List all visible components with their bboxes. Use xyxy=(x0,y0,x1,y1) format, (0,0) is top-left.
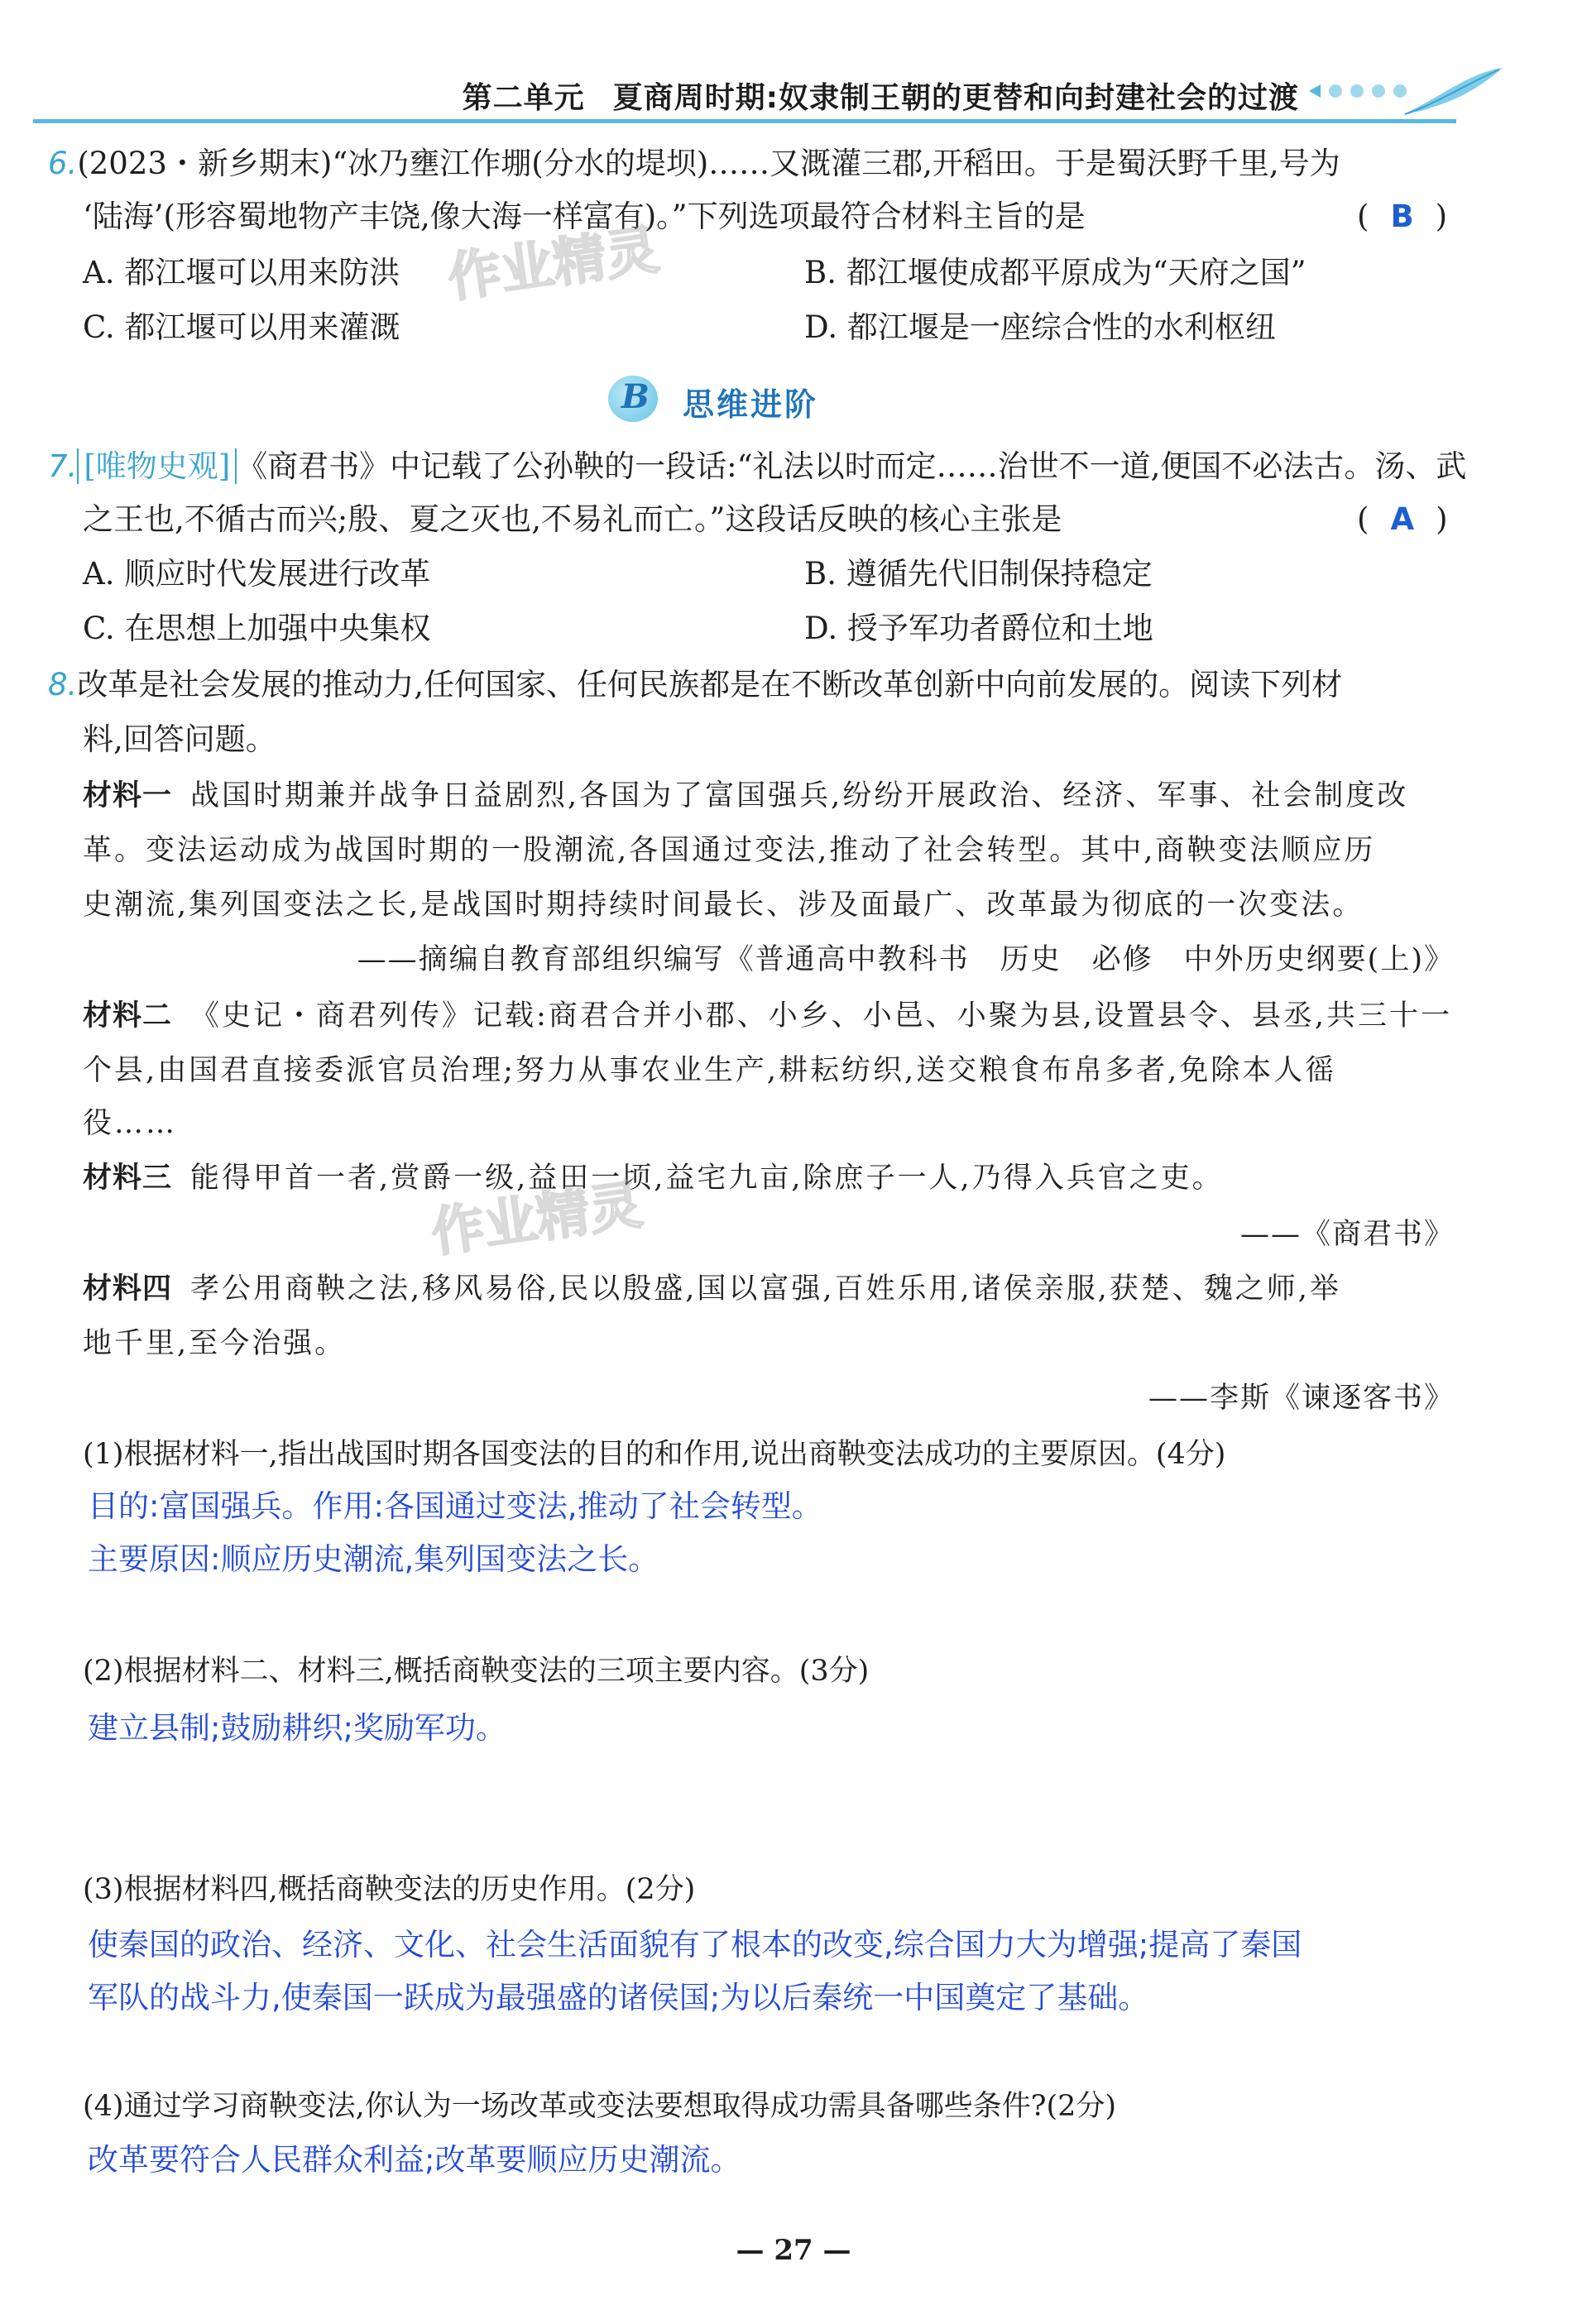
material-2-line1: 材料二 《史记・商君列传》记载:商君合并小郡、小乡、小邑、小聚为县,设置县令、县丞,共三十一 xyxy=(83,999,1453,1033)
material-4-line1: 材料四 孝公用商鞅之法,移风易俗,民以殷盛,国以富强,百姓乐用,诸侯亲服,获楚、魏之师,举 xyxy=(83,1272,1341,1306)
q6-stem-line1 xyxy=(48,144,1340,184)
q8-text-line1: 改革是社会发展的推动力,任何国家、任何民族都是在不断改革创新中向前发展的。阅读下列材 xyxy=(77,667,1343,702)
header-chapter: 夏商周时期:奴隶制王朝的更替和向封建社会的过渡 xyxy=(612,81,1299,115)
subquestion-1-answer-line1: 目的:富国强兵。作用:各国通过变法,推动了社会转型。 xyxy=(88,1488,822,1524)
material-1-source: ——摘编自教育部组织编写《普通高中教科书 历史 必修 中外历史纲要(上)》 xyxy=(357,943,1455,976)
q8-number: 8. xyxy=(48,667,78,702)
watermark-2: 作业精灵 xyxy=(427,1174,646,1265)
section-title: 思维进阶 xyxy=(683,386,819,423)
q7-stem-line2 xyxy=(83,500,1062,539)
q6-answer: B xyxy=(1390,199,1414,234)
q8-stem-line2: 料,回答问题。 xyxy=(83,721,276,757)
section-badge-icon: B xyxy=(608,376,658,422)
material-1-line1: 材料一 战国时期兼并战争日益剧烈,各国为了富国强兵,纷纷开展政治、经济、军事、社会制度改 xyxy=(83,779,1409,812)
material-1-line2: 革。变法运动成为战国时期的一股潮流,各国通过变法,推动了社会转型。其中,商鞅变法顺应历 xyxy=(83,834,1376,867)
q6-option-d: D. 都江堰是一座综合性的水利枢纽 xyxy=(804,309,1276,345)
q6-number: 6. xyxy=(48,146,78,181)
q6-answer-slot: ( B ) xyxy=(1357,199,1448,234)
subquestion-4-answer: 改革要符合人民群众利益;改革要顺应历史潮流。 xyxy=(88,2142,741,2178)
subquestion-3: (3)根据材料四,概括商鞅变法的历史作用。(2分) xyxy=(83,1873,696,1906)
material-4-source: ——李斯《谏逐客书》 xyxy=(1148,1382,1455,1415)
material-1-label: 材料一 xyxy=(83,779,173,812)
material-3-label: 材料三 xyxy=(83,1162,173,1195)
q6-option-a: A. 都江堰可以用来防洪 xyxy=(83,255,400,290)
material-3-line1: 材料三 能得甲首一者,赏爵一级,益田一顷,益宅九亩,除庶子一人,乃得入兵官之吏。 xyxy=(83,1162,1224,1195)
q7-option-c: C. 在思想上加强中央集权 xyxy=(83,611,431,646)
subquestion-1-answer-line2: 主要原因:顺应历史潮流,集列国变法之长。 xyxy=(88,1541,659,1577)
q7-tag: [唯物史观] xyxy=(77,448,237,484)
q7-text-line2: 之王也,不循古而兴;殷、夏之灭也,不易礼而亡。”这段话反映的核心主张是 xyxy=(83,501,1062,537)
subquestion-3-answer-line2: 军队的战斗力,使秦国一跃成为最强盛的诸侯国;为以后秦统一中国奠定了基础。 xyxy=(88,1980,1149,2015)
header-unit: 第二单元 xyxy=(462,81,585,115)
q7-answer: A xyxy=(1390,501,1415,537)
material-2-label: 材料二 xyxy=(83,999,173,1033)
q6-option-c: C. 都江堰可以用来灌溉 xyxy=(83,309,400,345)
subquestion-4: (4)通过学习商鞅变法,你认为一场改革或变法要想取得成功需具备哪些条件?(2分) xyxy=(83,2090,1117,2123)
material-4-line2: 地千里,至今治强。 xyxy=(83,1327,347,1360)
q6-option-b: B. 都江堰使成都平原成为“天府之国” xyxy=(804,255,1307,290)
material-1-line3: 史潮流,集列国变法之长,是战国时期持续时间最长、涉及面最广、改革最为彻底的一次变法。 xyxy=(83,889,1364,922)
subquestion-1: (1)根据材料一,指出战国时期各国变法的目的和作用,说出商鞅变法成功的主要原因。(4分) xyxy=(83,1438,1226,1471)
q7-number: 7. xyxy=(48,448,78,484)
material-2-line3: 役…… xyxy=(83,1107,178,1140)
material-2-line2: 个县,由国君直接委派官员治理;努力从事农业生产,耕耘纺织,送交粮食布帛多者,免除本人徭 xyxy=(83,1054,1337,1087)
q7-option-a: A. 顺应时代发展进行改革 xyxy=(83,556,431,592)
q7-stem-line1 xyxy=(48,447,1466,486)
header-title xyxy=(463,74,1299,117)
material-4-label: 材料四 xyxy=(83,1272,173,1306)
subquestion-3-answer-line1: 使秦国的政治、经济、文化、社会生活面貌有了根本的改变,综合国力大为增强;提高了秦国 xyxy=(88,1927,1302,1962)
q6-text-line1: (2023・新乡期末)“冰乃壅江作堋(分水的堤坝)……又溉灌三郡,开稻田。于是蜀沃野千里,号为 xyxy=(77,146,1340,181)
q7-option-b: B. 遵循先代旧制保持稳定 xyxy=(804,556,1153,592)
q6-text-line2: ‘陆海’(形容蜀地物产丰饶,像大海一样富有)。”下列选项最符合材料主旨的是 xyxy=(83,199,1086,234)
page-number: — 27 — xyxy=(736,2234,851,2267)
material-3-source: ——《商君书》 xyxy=(1239,1218,1455,1251)
q8-stem-line1 xyxy=(48,665,1342,705)
q7-answer-slot: ( A ) xyxy=(1357,501,1448,537)
page-header xyxy=(33,73,1522,124)
q7-text-line1: 《商君书》中记载了公孙鞅的一段话:“礼法以时而定……治世不一道,便国不必法古。汤、武 xyxy=(237,448,1467,484)
watermark: 作业精灵 xyxy=(443,219,663,310)
subquestion-2-answer: 建立县制;鼓励耕织;奖励军功。 xyxy=(88,1710,506,1746)
q7-option-d: D. 授予军功者爵位和土地 xyxy=(804,611,1153,646)
feather-decoration-icon xyxy=(1307,65,1506,131)
header-divider xyxy=(33,119,1456,123)
subquestion-2: (2)根据材料二、材料三,概括商鞅变法的三项主要内容。(3分) xyxy=(83,1655,870,1688)
